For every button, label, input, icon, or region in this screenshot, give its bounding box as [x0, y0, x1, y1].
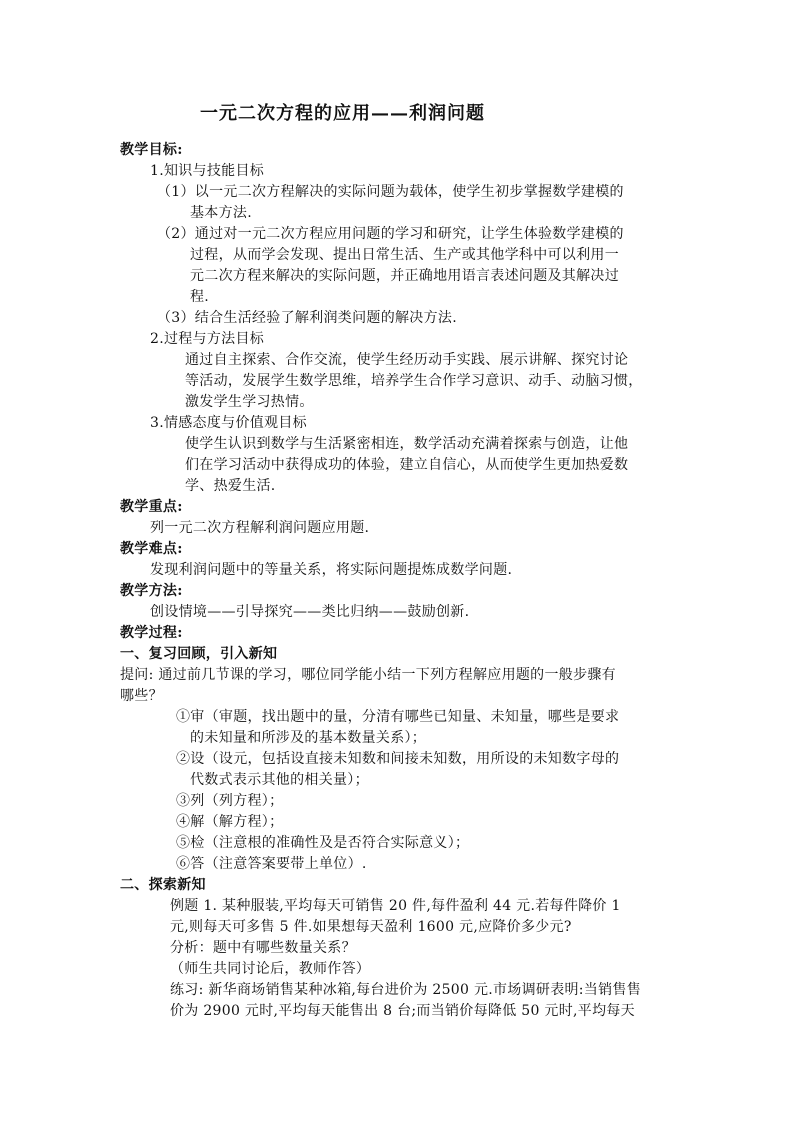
example-line2: 元,则每天可多售 5 件.如果想每天盈利 1600 元,应降价多少元?	[170, 919, 572, 935]
document-title: 一元二次方程的应用——利润问题	[200, 103, 485, 124]
key-point-heading: 教学重点:	[120, 499, 183, 515]
section1-question-line1: 提问: 通过前几节课的学习，哪位同学能小结一下列方程解应用题的一般步骤有	[120, 667, 616, 683]
key-point-text: 列一元二次方程解利润问题应用题.	[150, 520, 370, 536]
example-line1: 例题 1. 某种服装,平均每天可销售 20 件,每件盈利 44 元.若每件降价 1	[170, 898, 621, 914]
exercise-line2: 价为 2900 元时,平均每天能售出 8 台;而当销价每降低 50 元时,平均每天	[170, 1003, 635, 1019]
difficulty-heading: 教学难点:	[120, 541, 183, 557]
section1-heading: 一、复习回顾，引入新知	[120, 646, 278, 662]
procedure-heading: 教学过程:	[120, 625, 183, 641]
knowledge-item2-line3: 元二次方程来解决的实际问题，并正确地用语言表述问题及其解决过	[190, 268, 619, 284]
method-text: 创设情境——引导探究——类比归纳——鼓励创新.	[150, 604, 470, 620]
step5: ⑤检（注意根的准确性及是否符合实际意义）；	[176, 835, 470, 851]
knowledge-item3: （3）结合生活经验了解利润类问题的解决方法.	[157, 310, 457, 326]
process-heading: 2.过程与方法目标	[150, 331, 265, 347]
exercise-line1: 练习: 新华商场销售某种冰箱,每台进价为 2500 元.市场调研表明:当销售售	[170, 982, 642, 998]
process-line2: 等活动，发展学生数学思维，培养学生合作学习意识、动手、动脑习惯，	[185, 373, 643, 389]
process-line1: 通过自主探索、合作交流，使学生经历动手实践、展示讲解、探究讨论	[185, 352, 629, 368]
emotion-line1: 使学生认识到数学与生活紧密相连，数学活动充满着探索与创造，让他	[185, 436, 629, 452]
emotion-heading: 3.情感态度与价值观目标	[150, 415, 307, 431]
knowledge-item2-line2: 过程，从而学会发现、提出日常生活、生产或其他学科中可以利用一	[190, 247, 619, 263]
discussion-text: （师生共同讨论后，教师作答）	[170, 961, 371, 977]
step4: ④解（解方程）；	[176, 814, 284, 830]
emotion-line2: 们在学习活动中获得成功的体验，建立自信心，从而使学生更加热爱数	[185, 457, 629, 473]
step3: ③列（列方程）；	[176, 793, 284, 809]
difficulty-text: 发现利润问题中的等量关系，将实际问题提炼成数学问题.	[150, 562, 513, 578]
step1-line2: 的未知量和所涉及的基本数量关系）；	[190, 730, 427, 746]
step6: ⑥答（注意答案要带上单位）.	[176, 856, 367, 872]
knowledge-heading: 1.知识与技能目标	[150, 163, 265, 179]
step2-line1: ②设（设元，包括设直接未知数和间接未知数，用所设的未知数字母的	[176, 751, 620, 767]
knowledge-item1-line2: 基本方法.	[190, 205, 252, 221]
step2-line2: 代数式表示其他的相关量）；	[190, 772, 369, 788]
process-line3: 激发学生学习热情。	[185, 394, 314, 410]
section1-question-line2: 哪些？	[120, 688, 163, 704]
section2-heading: 二、探索新知	[120, 877, 206, 893]
objectives-heading: 教学目标:	[120, 142, 183, 158]
method-heading: 教学方法:	[120, 583, 183, 599]
emotion-line3: 学、热爱生活.	[185, 478, 276, 494]
knowledge-item1-line1: （1）以一元二次方程解决的实际问题为载体，使学生初步掌握数学建模的	[157, 184, 624, 200]
analysis-text: 分析：题中有哪些数量关系？	[170, 940, 356, 956]
knowledge-item2-line4: 程.	[190, 289, 210, 305]
knowledge-item2-line1: （2）通过对一元二次方程应用问题的学习和研究，让学生体验数学建模的	[157, 226, 624, 242]
step1-line1: ①审（审题，找出题中的量，分清有哪些已知量、未知量，哪些是要求	[176, 709, 620, 725]
